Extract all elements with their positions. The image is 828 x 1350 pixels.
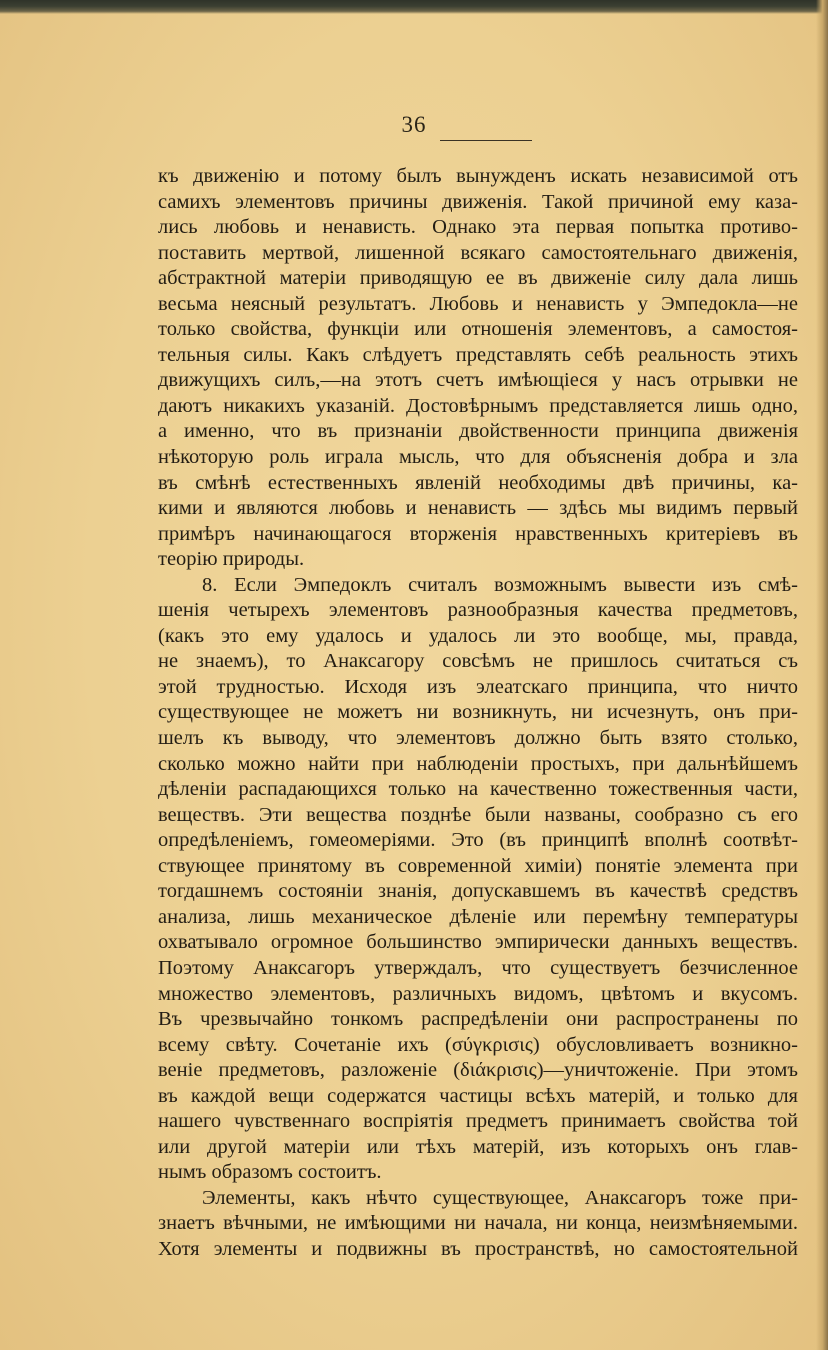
text-line: или другой матеріи или тѣхъ матерій, изъ которыхъ онъ глав- xyxy=(158,1135,798,1158)
text-line: Въ чрезвычайно тонкомъ распредѣленіи они распространены по xyxy=(158,1008,798,1031)
text-line: тогдашнемъ состояніи знанія, допускавшемъ въ качествѣ средствъ xyxy=(158,880,798,903)
text-line: ствующее принятому въ современной химіи) понятіе элемента при xyxy=(158,854,798,877)
text-line: даютъ никакихъ указаній. Достовѣрнымъ представляется лишь одно, xyxy=(158,394,798,417)
text-line: нашего чувственнаго воспріятія предметъ принимаетъ свойства той xyxy=(158,1110,798,1133)
text-line: только свойства, функціи или отношенія элементовъ, а самостоя- xyxy=(158,318,798,341)
text-line: существующее не можетъ ни возникнуть, ни исчезнуть, онъ при- xyxy=(158,701,798,724)
text-line: шенія четырехъ элементовъ разнообразныя качества предметовъ, xyxy=(158,599,798,622)
text-line: Хотя элементы и подвижны въ пространствѣ, но самостоятельной xyxy=(158,1237,798,1260)
text-line: абстрактной матеріи приводящую ее въ движеніе силу дала лишь xyxy=(158,267,798,290)
text-line: 8. Если Эмпедоклъ считалъ возможнымъ вывести изъ смѣ- xyxy=(202,573,798,596)
text-line: знаетъ вѣчными, не имѣющими ни начала, ни конца, неизмѣняемыми. xyxy=(158,1212,798,1235)
page-number: 36 xyxy=(401,112,427,137)
text-line: шелъ къ выводу, что элементовъ должно быть взято столько, xyxy=(158,727,798,750)
text-line: нѣкоторую роль играла мысль, что для объясненія добра и зла xyxy=(158,446,798,469)
text-line: нымъ образомъ состоитъ. xyxy=(158,1161,382,1184)
text-line: теорію природы. xyxy=(158,548,305,571)
text-line: самихъ элементовъ причины движенія. Такой причиной ему каза- xyxy=(158,190,798,213)
text-line: Элементы, какъ нѣчто существующее, Анаксагоръ тоже при- xyxy=(202,1186,798,1209)
text-line: не знаемъ), то Анаксагору совсѣмъ не пришлось считаться съ xyxy=(158,650,798,673)
text-line: (какъ это ему удалось и удалось ли это вообще, мы, правда, xyxy=(158,624,798,647)
text-line: веществъ. Эти вещества позднѣе были названы, сообразно съ его xyxy=(158,803,798,826)
text-line: тельныя силы. Какъ слѣдуетъ представлять себѣ реальность этихъ xyxy=(158,343,798,366)
body-text xyxy=(158,164,798,1263)
text-line: анализа, лишь механическое дѣленіе или перемѣну температуры xyxy=(158,905,798,928)
text-line: весьма неясный результатъ. Любовь и ненависть у Эмпедокла—не xyxy=(158,292,798,315)
text-line: опредѣленіемъ, гомеомеріями. Это (въ принципѣ вполнѣ соотвѣт- xyxy=(158,829,798,852)
text-line: Поэтому Анаксагоръ утверждалъ, что существуетъ безчисленное xyxy=(158,956,798,979)
text-line: къ движенію и потому былъ вынужденъ искать независимой отъ xyxy=(158,165,798,187)
text-line: кими и являются любовь и ненависть — здѣсь мы видимъ первый xyxy=(158,497,798,520)
text-line: веніе предметовъ, разложеніе (διάκρισις)—уничтоженіе. При этомъ xyxy=(158,1059,798,1082)
page-number-rule xyxy=(440,140,532,141)
text-line: движущихъ силъ,—на этотъ счетъ имѣющіеся у насъ отрывки не xyxy=(158,369,798,392)
text-line: сколько можно найти при наблюденіи простыхъ, при дальнѣйшемъ xyxy=(158,752,798,775)
text-line: въ смѣнѣ естественныхъ явленій необходимы двѣ причины, ка- xyxy=(158,471,798,494)
text-line: множество элементовъ, различныхъ видомъ, цвѣтомъ и вкусомъ. xyxy=(158,982,798,1005)
text-line: всему свѣту. Сочетаніе ихъ (σύγκρισις) обусловливаетъ возникно- xyxy=(158,1033,798,1056)
text-line: примѣръ начинающагося вторженія нравственныхъ критеріевъ въ xyxy=(158,522,798,545)
page-right-edge xyxy=(816,0,828,1350)
page-top-edge xyxy=(0,0,828,14)
text-line: лись любовь и ненависть. Однако эта первая попытка противо- xyxy=(158,216,798,239)
text-line: дѣленіи распадающихся только на качественно тожественныя части, xyxy=(158,778,798,801)
text-line: охватывало огромное большинство эмпирически данныхъ веществъ. xyxy=(158,931,798,954)
text-line: этой трудностью. Исходя изъ элеатскаго принципа, что ничто xyxy=(158,675,798,698)
text-line: поставить мертвой, лишенной всякаго самостоятельнаго движенія, xyxy=(158,241,798,264)
text-line: въ каждой вещи содержатся частицы всѣхъ матерій, и только для xyxy=(158,1084,798,1107)
text-line: а именно, что въ признаніи двойственности принципа движенія xyxy=(158,420,798,443)
